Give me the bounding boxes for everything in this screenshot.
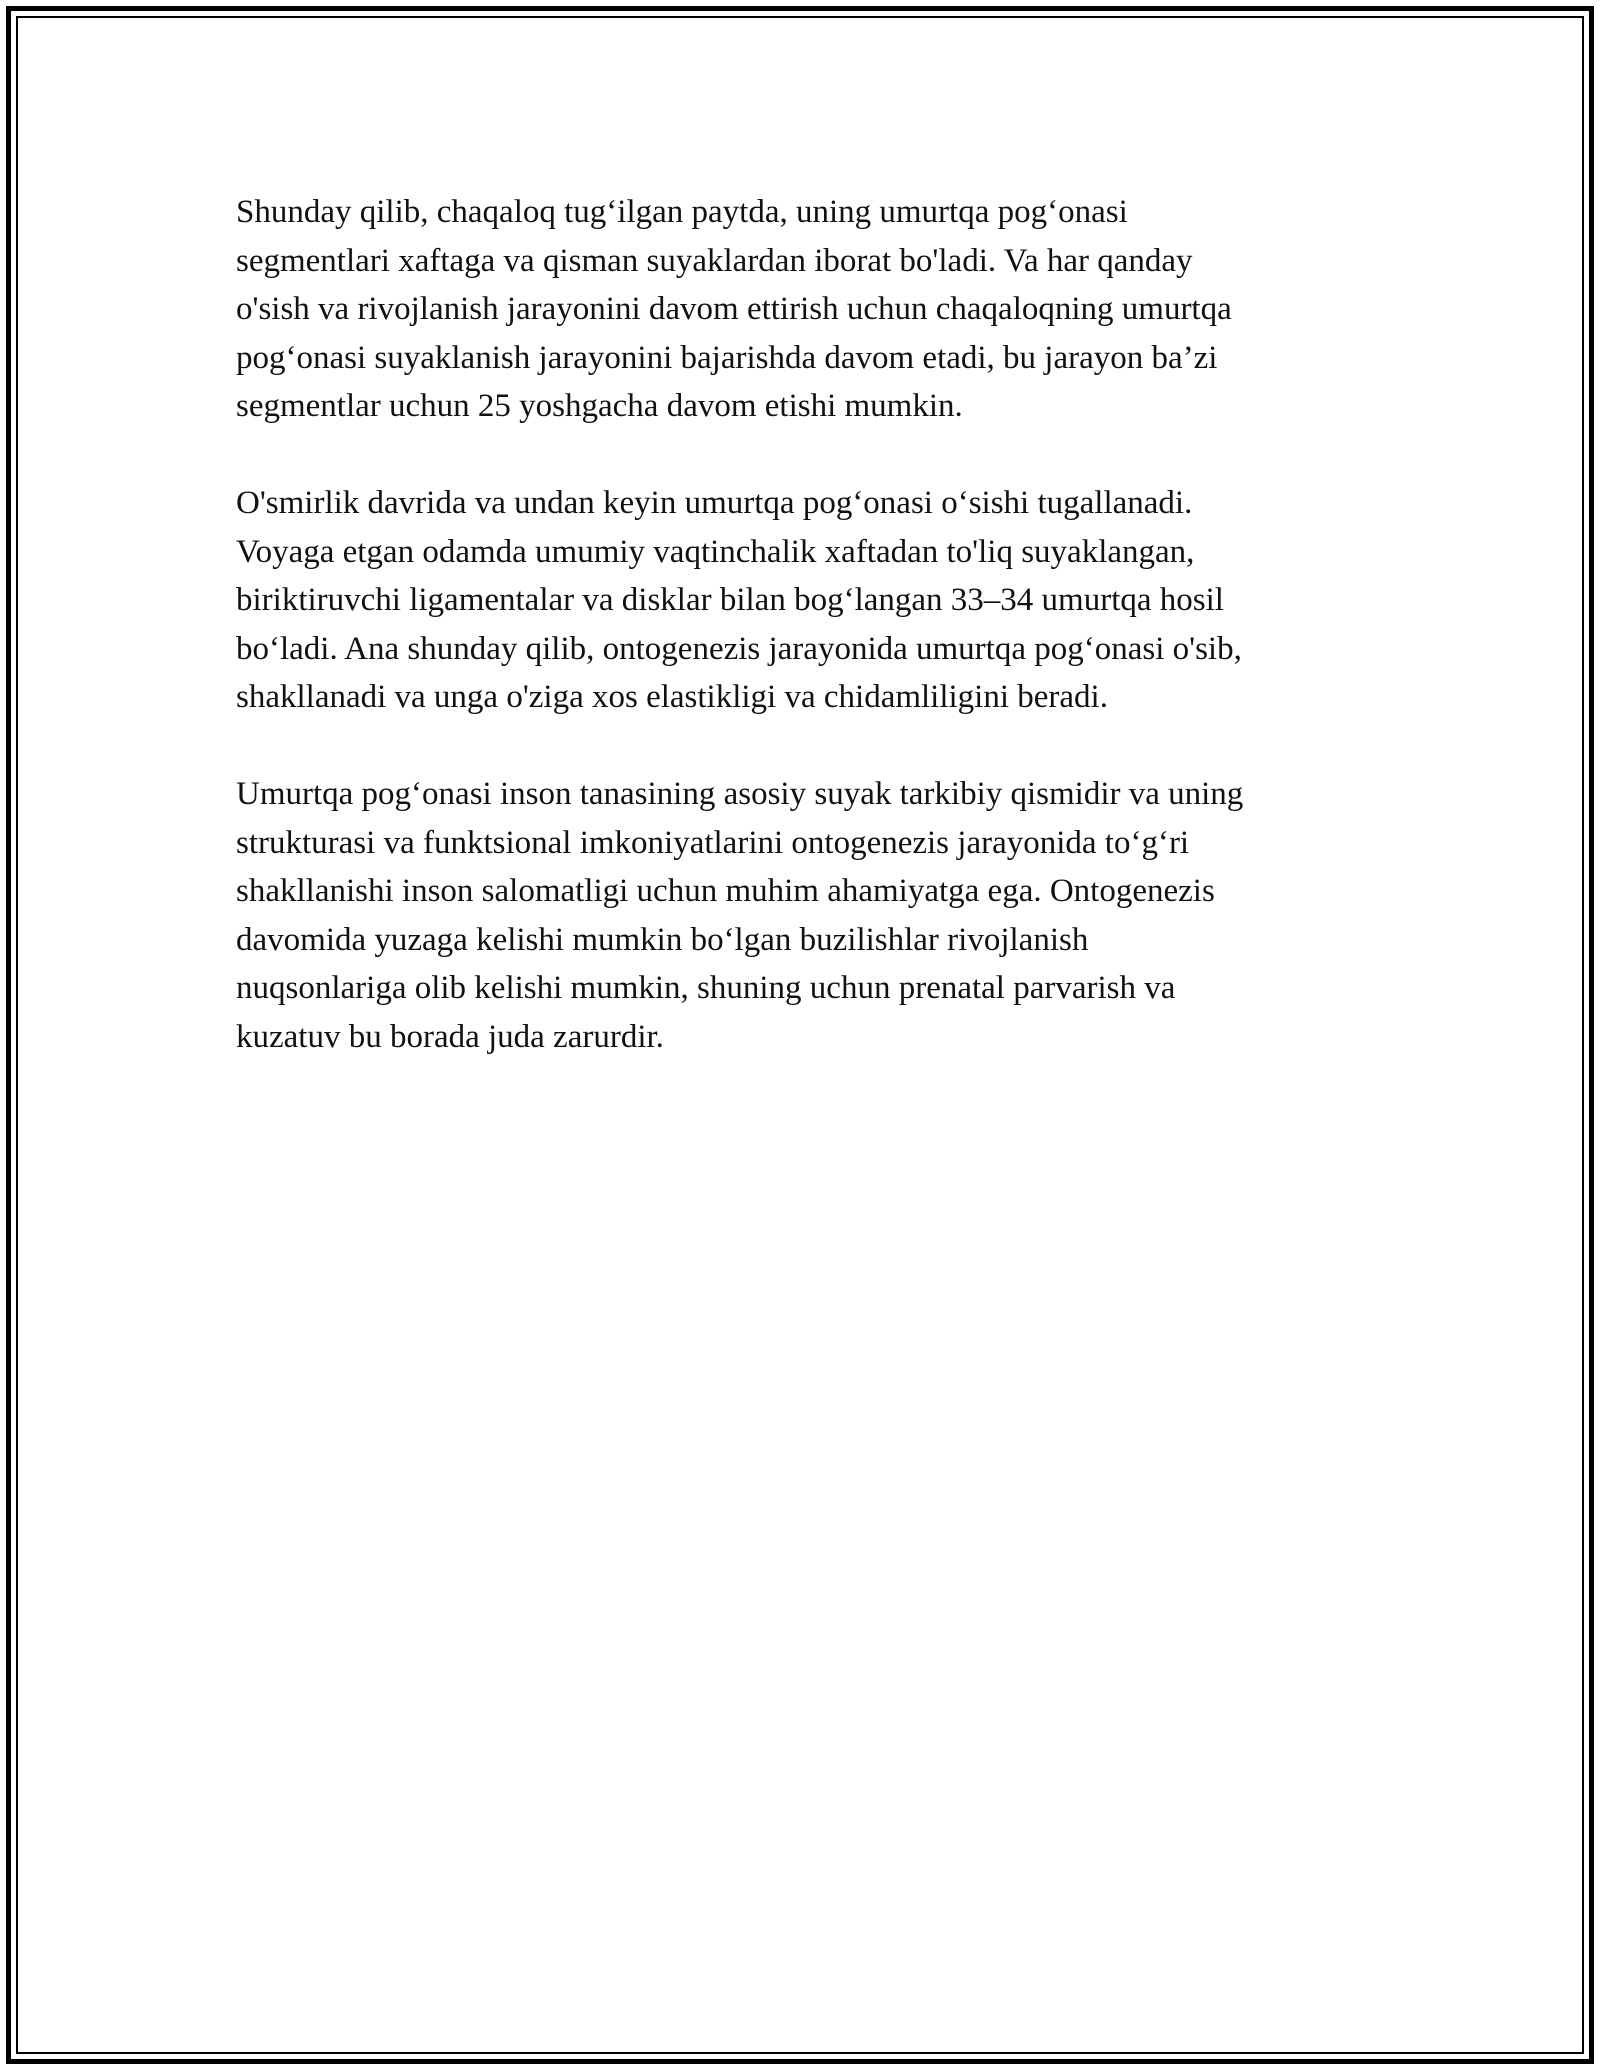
- paragraph-3: Umurtqa pog‘onasi inson tanasining asosiy suyak tarkibiy qismidir va uning strukturasi va funktsional imkoniyatlarini ontogenezis jarayonida to‘g‘ri shakllanishi inson salomatligi uchun muhim ahamiyatga ega. Ontogenezis davomida yuzaga kelishi mumkin bo‘lgan buzilishlar rivojlanish nuqsonlariga olib kelishi mumkin, shuning uchun prenatal parvarish va kuzatuv bu borada juda zarurdir.: [236, 776, 1244, 1055]
- paragraph-2: O'smirlik davrida va undan keyin umurtqa pog‘onasi o‘sishi tugallanadi. Voyaga etgan odamda umumiy vaqtinchalik xaftadan to'liq suyaklangan, biriktiruvchi ligamentalar va disklar bilan bog‘langan 33–34 umurtqa hosil bo‘ladi. Ana shunday qilib, ontogenezis jarayonida umurtqa pog‘onasi o'sib, shakllanadi va unga o'ziga xos elastikligi va chidamliligini beradi.: [236, 485, 1242, 715]
- paragraph-1: Shunday qilib, chaqaloq tug‘ilgan paytda, uning umurtqa pog‘onasi segmentlari xaftaga va qisman suyaklardan iborat bo'ladi. Va har qanday o'sish va rivojlanish jarayonini davom ettirish uchun chaqaloqning umurtqa pog‘onasi suyaklanish jarayonini bajarishda davom etadi, bu jarayon ba’zi segmentlar uchun 25 yoshgacha davom etishi mumkin.: [236, 194, 1232, 424]
- document-body: [236, 188, 1366, 1110]
